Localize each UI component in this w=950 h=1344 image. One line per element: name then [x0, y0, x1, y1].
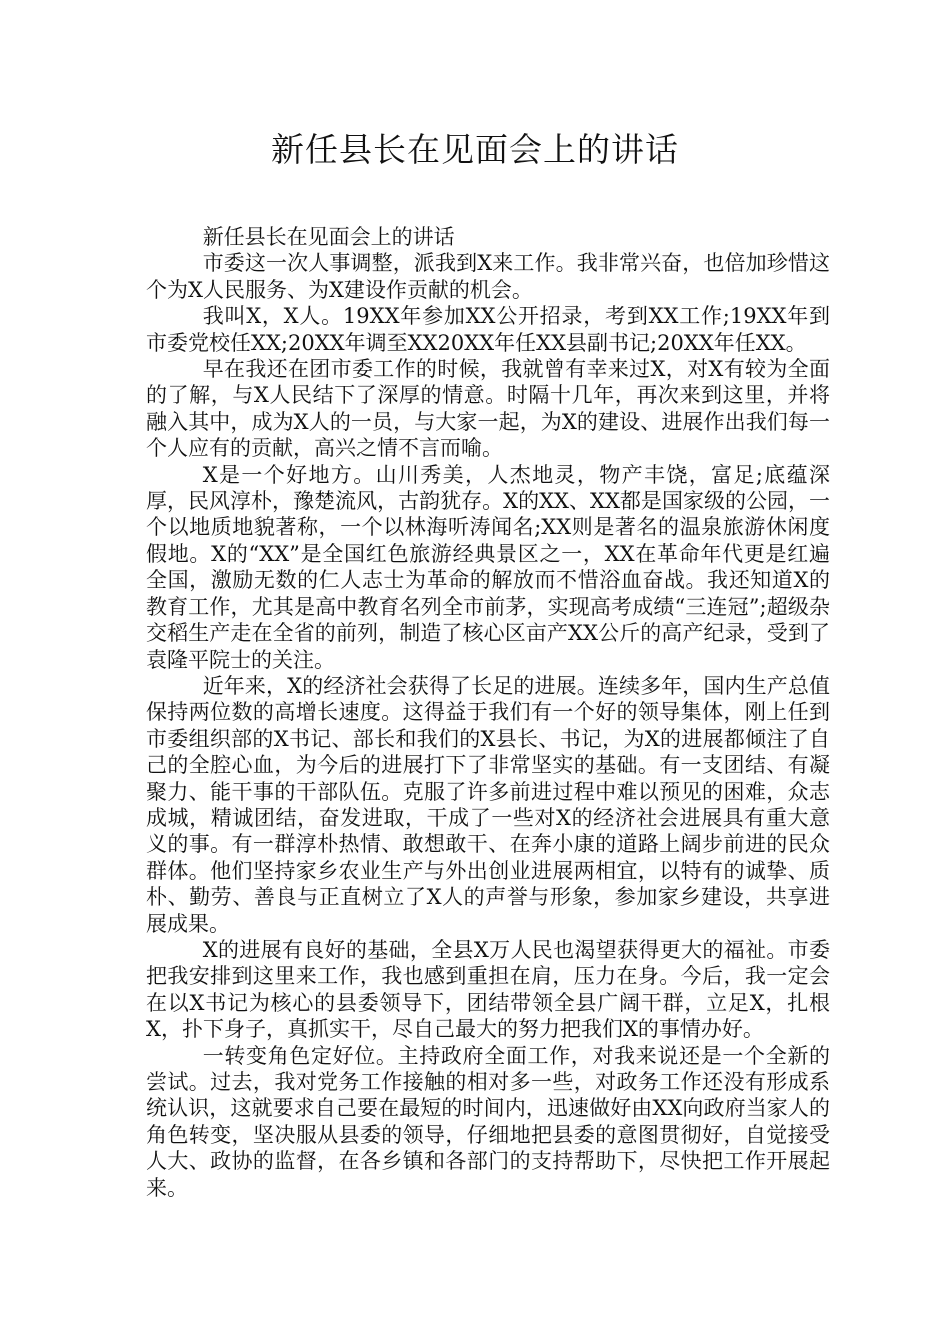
- paragraph: 早在我还在团市委工作的时候，我就曾有幸来过X，对X有较为全面的了解，与X人民结下了深厚的情意。时隔十几年，再次来到这里，并将融入其中，成为X人的一员，与大家一起，为X的建设、进展作出我们每一个人应有的贡献，高兴之情不言而喻。: [146, 357, 830, 461]
- paragraph: 近年来，X的经济社会获得了长足的进展。连续多年，国内生产总值保持两位数的高增长速度。这得益于我们有一个好的领导集体，刚上任到市委组织部的X书记、部长和我们的X县长、书记，为X的进展都倾注了自己的全腔心血，为今后的进展打下了非常坚实的基础。有一支团结、有凝聚力、能干事的干部队伍。克服了许多前进过程中难以预见的困难，众志成城，精诚团结，奋发进取，干成了一些对X的经济社会进展具有重大意义的事。有一群淳朴热情、敢想敢干、在奔小康的道路上阔步前进的民众群体。他们坚持家乡农业生产与外出创业进展两相宜，以特有的诚挚、质朴、勤劳、善良与正直树立了X人的声誉与形象，参加家乡建设，共享进展成果。: [146, 673, 830, 936]
- document-body: [146, 224, 830, 1201]
- paragraph: X是一个好地方。山川秀美，人杰地灵，物产丰饶，富足;底蕴深厚，民风淳朴，豫楚流风，古韵犹存。X的XX、XX都是国家级的公园，一个以地质地貌著称，一个以林海听涛闻名;XX则是著名的温泉旅游休闲度假地。X的“XX”是全国红色旅游经典景区之一，XX在革命年代更是红遍全国，激励无数的仁人志士为革命的解放而不惜浴血奋战。我还知道X的教育工作，尤其是高中教育名列全市前茅，实现高考成绩“三连冠”;超级杂交稻生产走在全省的前列，制造了核心区亩产XX公斤的高产纪录，受到了袁隆平院士的关注。: [146, 462, 830, 672]
- paragraph: X的进展有良好的基础，全县X万人民也渴望获得更大的福祉。市委把我安排到这里来工作，我也感到重担在肩，压力在身。今后，我一定会在以X书记为核心的县委领导下，团结带领全县广阔干群，立足X，扎根X，扑下身子，真抓实干，尽自己最大的努力把我们X的事情办好。: [146, 937, 830, 1042]
- document-title: 新任县长在见面会上的讲话: [271, 130, 679, 169]
- paragraph: 市委这一次人事调整，派我到X来工作。我非常兴奋，也倍加珍惜这个为X人民服务、为X建设作贡献的机会。: [146, 251, 830, 302]
- paragraph: 一转变角色定好位。主持政府全面工作，对我来说还是一个全新的尝试。过去，我对党务工作接触的相对多一些，对政务工作还没有形成系统认识，这就要求自己要在最短的时间内，迅速做好由XX向政府当家人的角色转变，坚决服从县委的领导，仔细地把县委的意图贯彻好，自觉接受人大、政协的监督，在各乡镇和各部门的支持帮助下，尽快把工作开展起来。: [146, 1043, 830, 1200]
- paragraph: 我叫X，X人。19XX年参加XX公开招录，考到XX工作;19XX年到市委党校任XX;20XX年调至XX20XX年任XX县副书记;20XX年任XX。: [146, 304, 830, 355]
- paragraph-heading: 新任县长在见面会上的讲话: [202, 225, 455, 249]
